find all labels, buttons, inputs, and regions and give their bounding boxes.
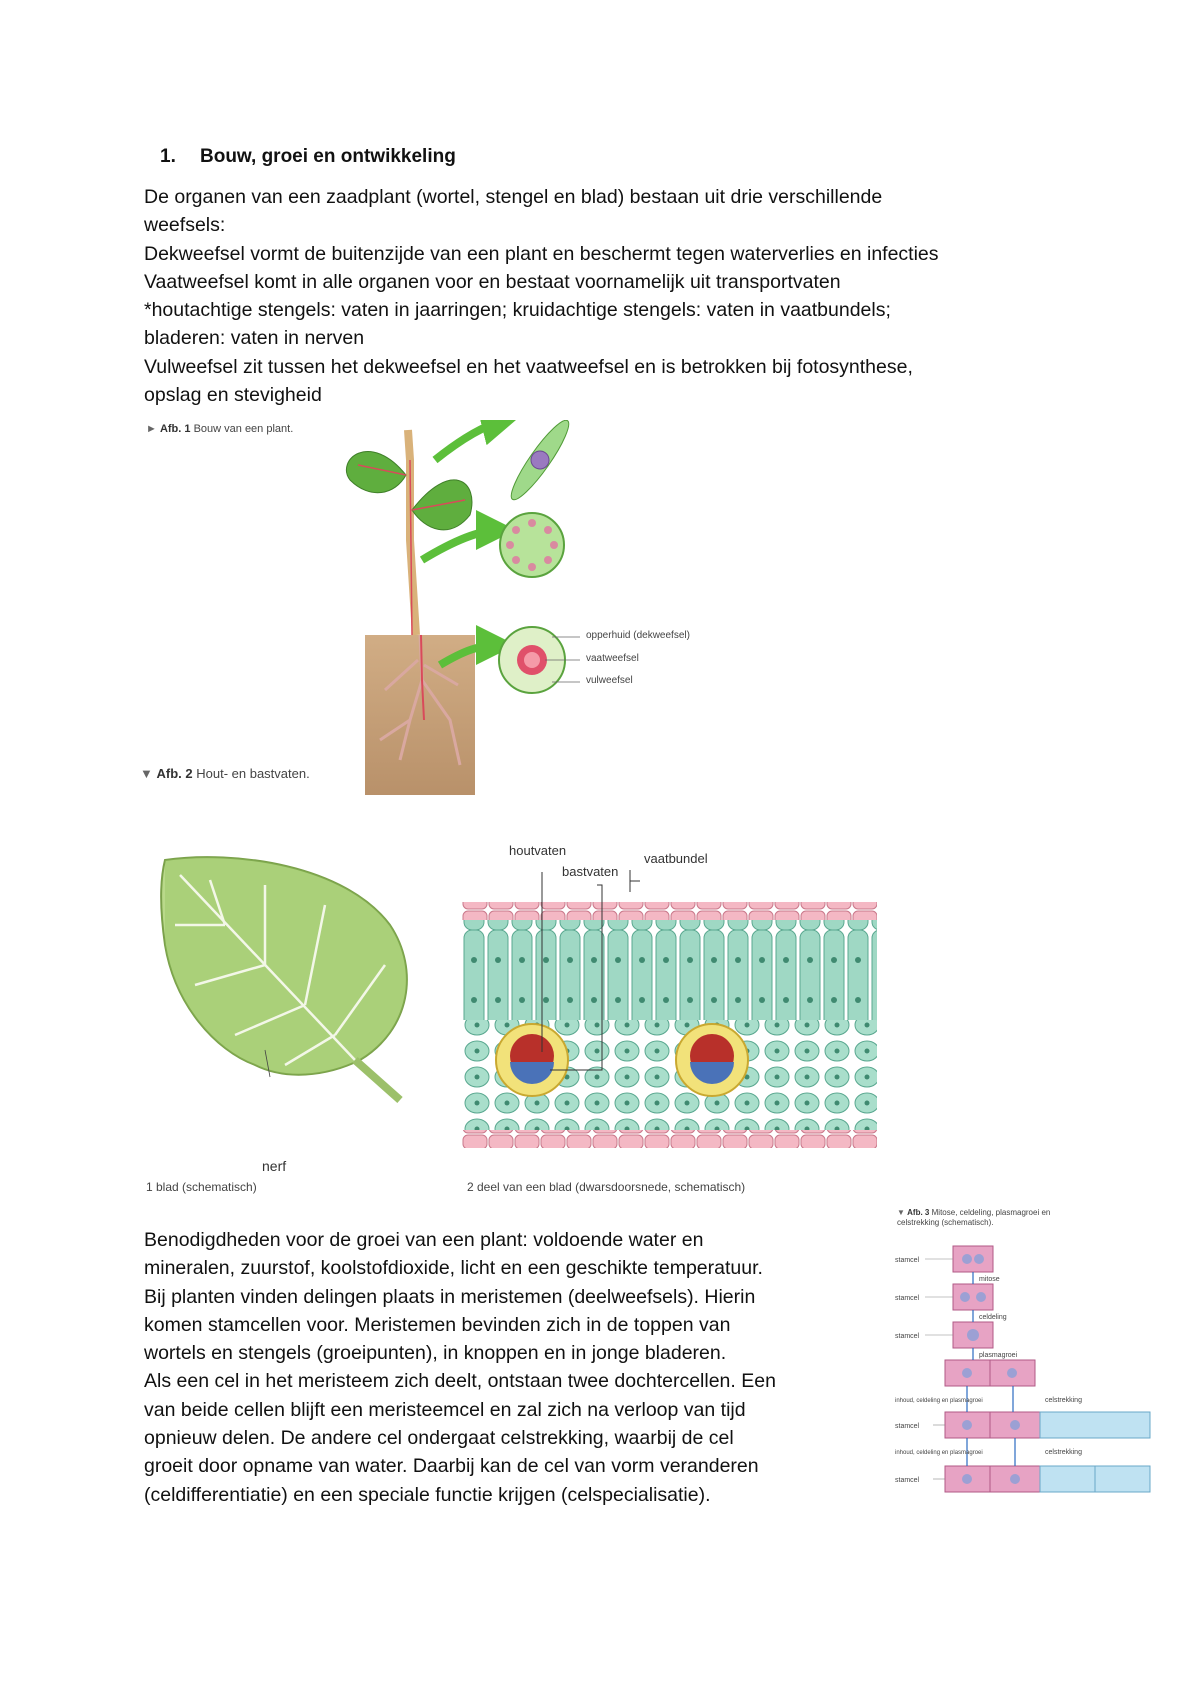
- leaf-stalk: [355, 1060, 400, 1100]
- fig3-caption-label: Afb. 3: [907, 1208, 930, 1217]
- cell-step-1: [953, 1246, 993, 1272]
- caption-arrow-icon: ▼: [140, 766, 153, 781]
- caption-arrow-icon: ▼: [897, 1208, 905, 1217]
- fig2-label-nerf: nerf: [262, 1158, 287, 1174]
- plant-structure-illustration: [340, 420, 760, 800]
- fig2-caption-text: Hout- en bastvaten.: [196, 766, 310, 781]
- stretched-cell-1: [1040, 1412, 1150, 1438]
- intro-paragraph: [144, 183, 1094, 409]
- fig1-caption-label: Afb. 1: [159, 423, 191, 435]
- body-line: Benodigdheden voor de groei van een plant: voldoende water en: [144, 1229, 704, 1251]
- intro-line: De organen van een zaadplant (wortel, stengel en blad) bestaan uit drie verschillende: [144, 186, 883, 208]
- caption-arrow-icon: ►: [146, 423, 157, 435]
- upper-epidermis: [462, 902, 877, 920]
- body-line: komen stamcellen voor. Meristemen bevinden zich in de toppen van: [144, 1313, 731, 1336]
- intro-line: Vulweefsel zit tussen het dekweefsel en het vaatweefsel en is betrokken bij fotosynthese,: [144, 355, 913, 378]
- fig3-label-left: stamcel: [895, 1423, 920, 1430]
- fig1-caption: [146, 423, 293, 435]
- leaf-illustration: [155, 855, 425, 1105]
- fig2-caption-label: Afb. 2: [156, 766, 193, 781]
- body-paragraph: [144, 1226, 884, 1509]
- leaf-right: [412, 480, 472, 530]
- body-line: (celdifferentiatie) en een speciale functie krijgen (celspecialisatie).: [144, 1483, 711, 1506]
- intro-line: opslag en stevigheid: [144, 384, 322, 407]
- fig2-caption: [140, 766, 310, 781]
- palisade-tissue: [462, 920, 877, 1020]
- fig3-label-right: celstrekking: [1045, 1449, 1082, 1456]
- intro-line: bladeren: vaten in nerven: [144, 327, 365, 350]
- heading-title: Bouw, groei en ontwikkeling: [200, 146, 456, 167]
- vascular-bundle-2: [676, 1024, 748, 1096]
- intro-line: Vaatweefsel komt in alle organen voor en bestaat voornamelijk uit transportvaten: [144, 270, 841, 293]
- body-line: wortels en stengels (groeipunten), in knoppen en in jonge bladeren.: [144, 1342, 727, 1365]
- stretched-cell-2: [1040, 1466, 1095, 1492]
- leaf-cross-section: [504, 420, 575, 505]
- body-line: groeit door opname van water. Daarbij kan de cel van vorm veranderen: [144, 1455, 759, 1478]
- fig2-sub1: 1 blad (schematisch): [146, 1180, 257, 1194]
- body-line: Bij planten vinden delingen plaats in meristemen (deelweefsels). Hierin: [144, 1285, 756, 1308]
- fig1-label-dekweefsel: opperhuid (dekweefsel): [586, 630, 690, 641]
- fig3-label-left: stamcel: [895, 1333, 920, 1340]
- heading-number: 1.: [160, 146, 176, 167]
- fig3-label-left: stamcel: [895, 1295, 920, 1302]
- fig3-label-right: plasmagroei: [979, 1352, 1018, 1359]
- lower-epidermis: [462, 1130, 877, 1148]
- fig3-label-left: stamcel: [895, 1477, 920, 1484]
- arrow-to-leaf-section: [435, 420, 505, 460]
- fig1-caption-text: Bouw van een plant.: [193, 423, 294, 435]
- stretched-cell-3: [1095, 1466, 1150, 1492]
- vascular-bundle-1: [496, 1024, 568, 1096]
- body-line: van beide cellen blijft een meristeemcel en zal zich na verloop van tijd: [144, 1398, 746, 1421]
- fig2-label-bastvaten: bastvaten: [562, 864, 619, 879]
- fig2-label-vaatbundel: vaatbundel: [644, 851, 708, 866]
- fig3-label-right: celdeling: [979, 1314, 1007, 1321]
- intro-line: *houtachtige stengels: vaten in jaarringen; kruidachtige stengels: vaten in vaatbundels;: [144, 299, 891, 322]
- fig2-sub2: 2 deel van een blad (dwarsdoorsnede, schematisch): [467, 1180, 746, 1194]
- arrow-to-stem-section: [422, 530, 500, 560]
- fig3-label-right: mitose: [979, 1276, 1000, 1283]
- fig3-label-left: stamcel: [895, 1257, 920, 1264]
- fig1-label-vaatweefsel: vaatweefsel: [586, 653, 639, 664]
- body-line: mineralen, zuurstof, koolstofdioxide, licht en een geschikte temperatuur.: [144, 1257, 763, 1280]
- cell-step-2: [953, 1284, 993, 1310]
- intro-line: weefsels:: [144, 214, 226, 237]
- body-line: Als een cel in het meristeem zich deelt, ontstaan twee dochtercellen. Een: [144, 1370, 776, 1393]
- fig2-label-houtvaten: houtvaten: [509, 843, 567, 858]
- fig3-caption-text: Mitose, celdeling, plasmagroei en celstrekking (schematisch).: [897, 1208, 1051, 1227]
- fig3-label-right: celstrekking: [1045, 1397, 1082, 1404]
- section-heading: [160, 146, 456, 168]
- cell-division-diagram: [895, 1240, 1155, 1500]
- fig3-label-left: inhoud, celdeling en plasmagroei: [895, 1450, 983, 1456]
- body-line: opnieuw delen. De andere cel ondergaat celstrekking, waarbij de cel: [144, 1427, 734, 1450]
- fig1-label-vulweefsel: vulweefsel: [586, 675, 633, 686]
- intro-line: Dekweefsel vormt de buitenzijde van een plant en beschermt tegen waterverlies en infecties: [144, 242, 939, 265]
- leaf-left: [346, 452, 406, 493]
- fig3-label-left: inhoud, celdeling en plasmagroei: [895, 1398, 983, 1404]
- fig3-caption: [897, 1208, 1077, 1228]
- stem-cross-section: [500, 513, 564, 577]
- leaf-cross-section-illustration: [462, 830, 882, 1170]
